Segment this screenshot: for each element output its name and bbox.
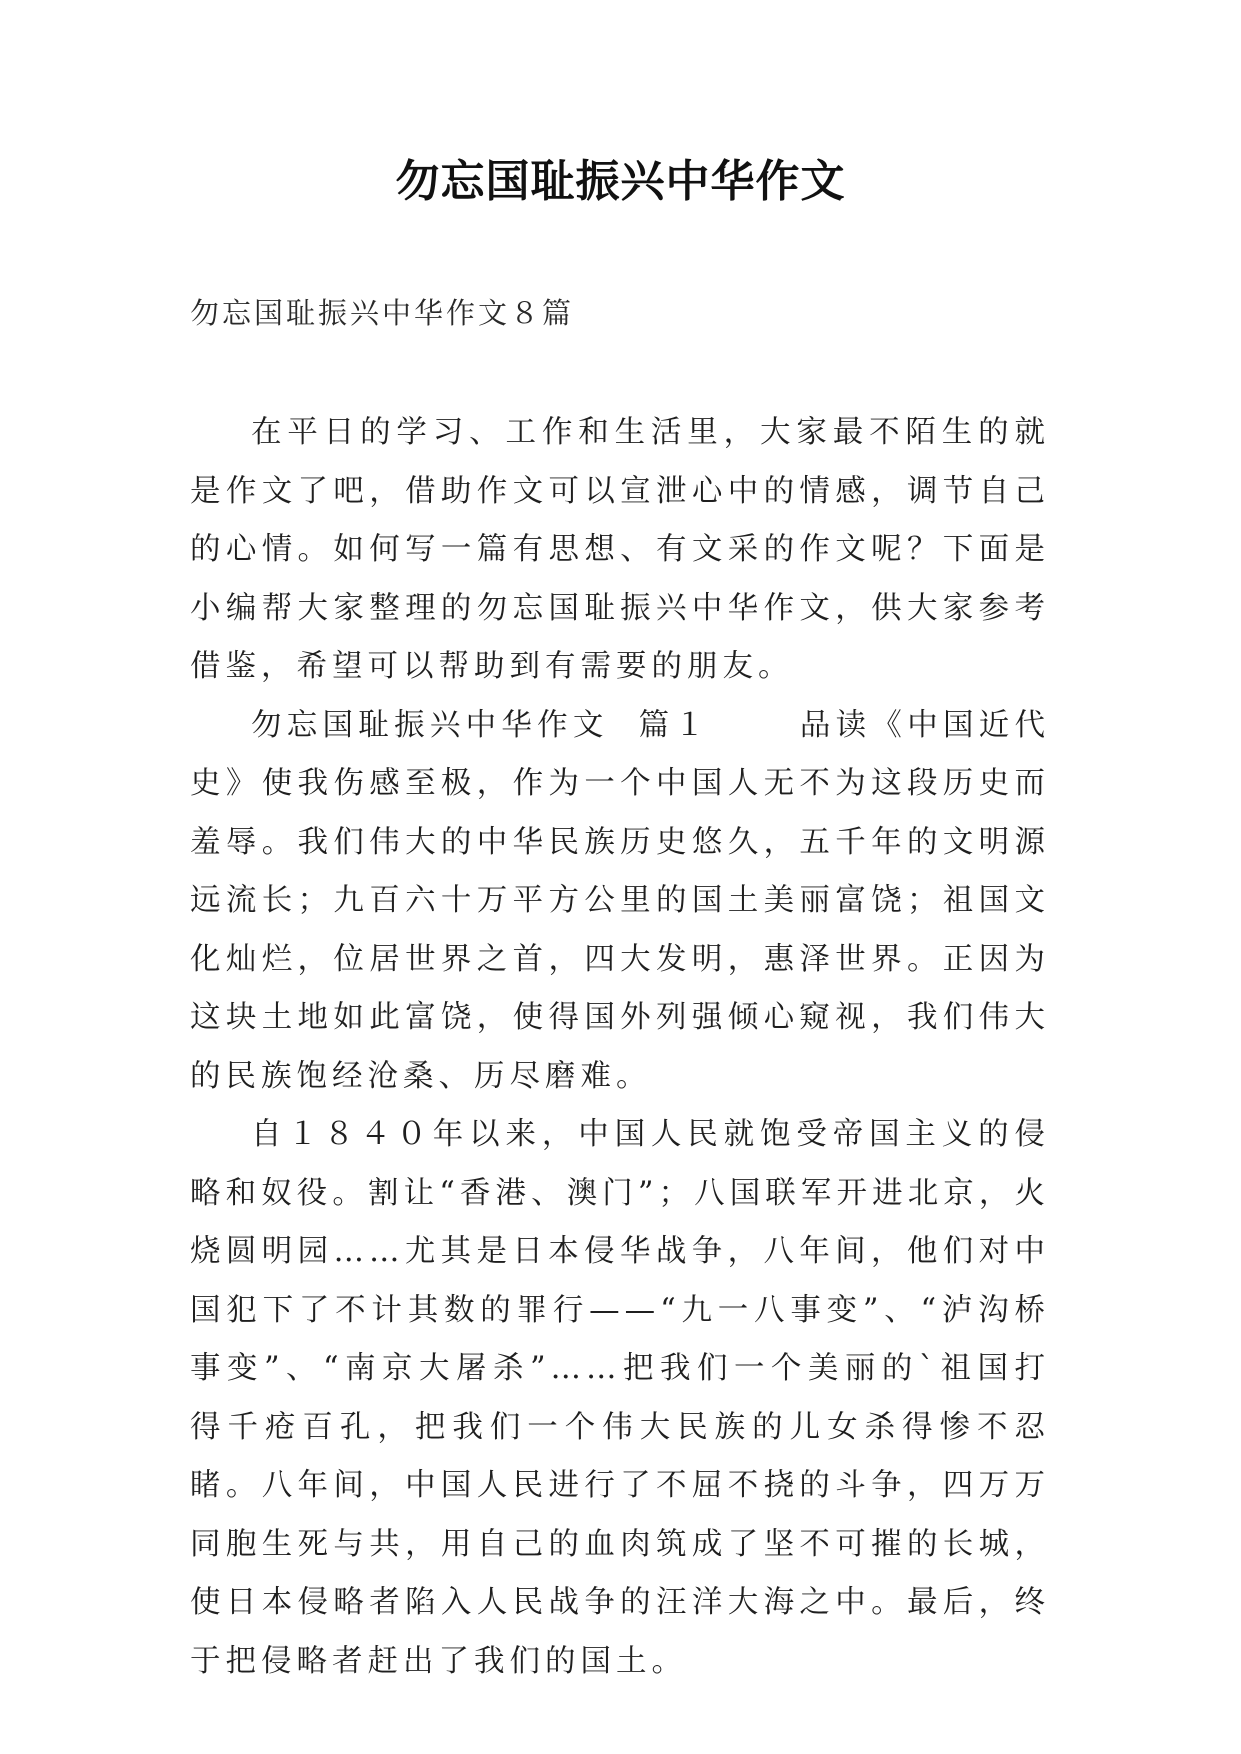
document-body xyxy=(190,404,1050,1691)
paragraph-essay-1-history: 自１８４０年以来，中国人民就饱受帝国主义的侵略和奴役。割让“香港、澳门”；八国联军开进北京，火烧圆明园……尤其是日本侵华战争，八年间，他们对中国犯下了不计其数的罪行——“九一八事变”、“泸沟桥事变”、“南京大屠杀”……把我们一个美丽的`祖国打得千疮百孔，把我们一个伟大民族的儿女杀得惨不忍睹。八年间，中国人民进行了不屈不挠的斗争，四万万同胞生死与共，用自己的血肉筑成了坚不可摧的长城，使日本侵略者陷入人民战争的汪洋大海之中。最后，终于把侵略者赶出了我们的国土。 xyxy=(190,1117,1050,1679)
paragraph-intro: 在平日的学习、工作和生活里，大家最不陌生的就是作文了吧，借助作文可以宣泄心中的情感，调节自己的心情。如何写一篇有思想、有文采的作文呢？下面是小编帮大家整理的勿忘国耻振兴中华作文，供大家参考借鉴，希望可以帮助到有需要的朋友。 xyxy=(190,415,1050,684)
document-subtitle: 勿忘国耻振兴中华作文８篇 xyxy=(190,296,575,330)
paragraph-essay-1-opening: 勿忘国耻振兴中华作文 篇１ 品读《中国近代史》使我伤感至极，作为一个中国人无不为这段历史而羞辱。我们伟大的中华民族历史悠久，五千年的文明源远流长；九百六十万平方公里的国土美丽富饶；祖国文化灿烂，位居世界之首，四大发明，惠泽世界。正因为这块土地如此富饶，使得国外列强倾心窥视，我们伟大的民族饱经沧桑、历尽磨难。 xyxy=(190,707,1050,1094)
document-title: 勿忘国耻振兴中华作文 xyxy=(395,156,846,207)
